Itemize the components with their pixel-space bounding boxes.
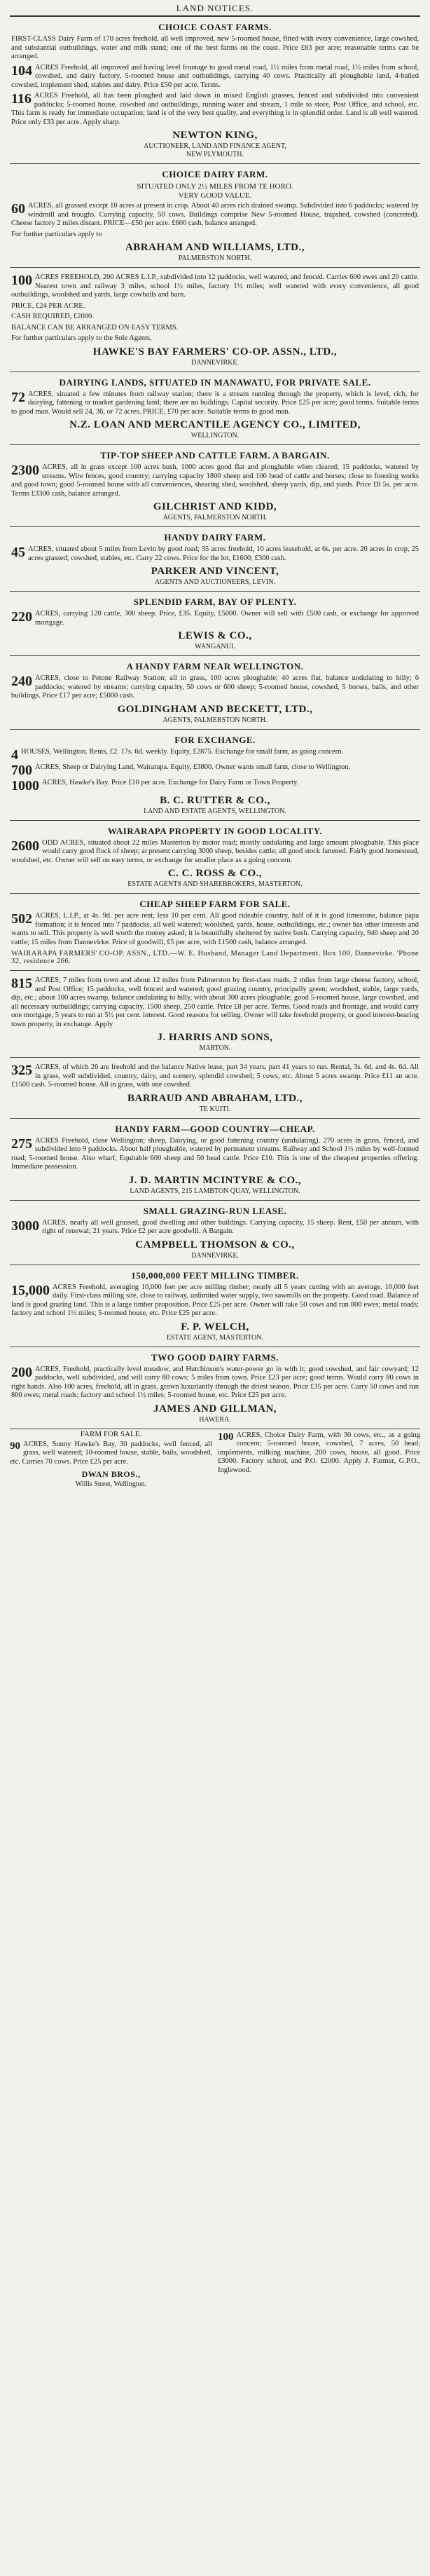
ad-heading: CHEAP SHEEP FARM FOR SALE. <box>139 899 291 909</box>
ad-paragraph-text: ACRES, all in grass except 100 acres bush, 1000 acres good flat and ploughable when cleared; 15 paddocks, watered by streams. Wire fences, good country; carrying capacity 1800 sheep and 100 head of cattle and horses; close to freezing works and good town; good 5-roomed house with all conveniences, shearing shed, woolshed, sheep yards, dip, and yards. Price £8 5s. per acre. Terms £3300 cash, balance arranged. <box>11 463 419 498</box>
land-ad <box>10 1265 420 1347</box>
ad-acreage-lead: 15,000 <box>11 1282 50 1298</box>
masthead: LAND NOTICES. <box>10 3 420 17</box>
ad-heading: SMALL GRAZING-RUN LEASE. <box>143 1205 287 1216</box>
ad-acreage-lead: 1000 <box>11 777 39 793</box>
ad-acreage-lead: 100 <box>11 273 32 288</box>
ad-paragraph-text: ODD ACRES, situated about 22 miles Masterton by motor road; mostly undulating and large amount ploughable. This place would carry good flock of sheep; at present carrying 3000 sheep, besides cattle; all good stock fattened. Fairly good homestead, woolshed, etc. Owner will sell on easy terms, or exchange for smaller place as a going concern. <box>11 838 419 864</box>
land-notices-page <box>10 0 420 1489</box>
footer-ad-right <box>218 1429 420 1490</box>
ad-paragraph-text: ACRES Freehold, all has been ploughed and laid down in mixed English grasses, fenced and subdivided into convenient paddocks; 5-roomed house, cowshed and outbuildings, running water and stream, 1 mile to store, Post Office, and school, etc. This farm is ready for immediate occupation; land is of the very best quality, and everything is in splendid order. Land is all well watered. Price only £33 per acre. Apply sharp. <box>11 92 419 126</box>
ad-agent-address: DANNEVIRKE. <box>190 358 240 367</box>
footer-left-agent: DWAN BROS., <box>81 1469 141 1479</box>
ad-paragraph <box>11 302 419 311</box>
ad-heading: CHOICE COAST FARMS. <box>158 22 272 32</box>
ad-acreage-lead: 4 <box>11 747 18 763</box>
land-ad <box>10 894 420 971</box>
ad-acreage-lead: 60 <box>11 201 25 217</box>
ad-agent-name: N.Z. LOAN AND MERCANTILE AGENCY CO., LIMITED, <box>69 419 361 430</box>
ad-agent-address: NEW PLYMOUTH. <box>186 151 244 158</box>
footer-left-agent-line: Willis Street, Wellington. <box>75 1480 147 1488</box>
ad-paragraph-text: ACRES Freehold, all improved and having level frontage to good metal road, 1½ miles from metal road, 1½ miles from school, cowshed, and dairy factory, 5-roomed house and outbuildings, carrying 40 cows. Practically all ploughable land, 4-bailed cowshed, implement shed, stables and dairy. Price £50 per acre. Terms. <box>11 63 419 89</box>
ad-paragraph <box>11 976 419 1029</box>
ad-acreage-lead: 815 <box>11 976 32 991</box>
ad-acreage-lead: 220 <box>11 609 32 625</box>
ad-agent-address: HAWERA. <box>199 1415 231 1424</box>
ad-paragraph <box>11 273 419 300</box>
footer-right-text: ACRES, Choice Dairy Farm, with 30 cows, etc., as a going concern; 5-roomed house, cowshed, 7 acres, 50 head; implements, milking machine, 200 cows, house, all good. Price £3000. Factory school, and P.O. £2000. Apply J. Farmer, G.P.O., Inglewood. <box>218 1431 420 1474</box>
land-ad <box>10 1119 420 1201</box>
ad-paragraph-text: ACRES, all grassed except 10 acres at present in crop. About 40 acres rich drained swamp. Subdivided into 6 paddocks; watered by windmill and troughs. Carrying capacity, 50 cows. Buildings comprise New 5-roomed House, trapshed, cowshed (concreted). Cheese factory 2 miles distant. PRICE—£50 per acre. £600 cash, balance arranged. <box>11 202 419 227</box>
ad-paragraph <box>11 748 419 761</box>
ad-acreage-lead: 275 <box>11 1136 32 1152</box>
ad-paragraph-text: ACRES, 7 miles from town and about 12 miles from Palmerston by first-class roads, 2 miles from large cheese factory, school, and Post Office; 15 paddocks, well fenced and watered; good grazing country, principally green; woolshed, stable, large yards, dip, etc.; about 100 acres swamp, balance undulating to hilly, with about 300 acres ploughable; good 5-roomed house, large cowshed, and all necessary outbuildings; carrying capacity, 1500 sheep, 250 cattle. Price £8 per acre. Terms. Good roads and frontage, and would carry one mortgage, 5 years to run at 5½ per cent. interest. Good reasons for selling. Owner will take freehold property, or good interest-bearing town property, in exchange. Apply <box>11 976 419 1028</box>
ad-heading: CHOICE DAIRY FARM. <box>162 169 268 179</box>
ad-paragraph-text: BALANCE CAN BE ARRANGED ON EASY TERMS. <box>11 323 179 332</box>
ad-agent-name: NEWTON KING, <box>172 130 258 141</box>
ad-paragraph <box>11 92 419 127</box>
footer-left-lead: 90 <box>10 1440 20 1452</box>
ad-agent-name: B. C. RUTTER & CO., <box>160 794 270 806</box>
ad-agent-address: TE KUITI. <box>199 1105 231 1113</box>
ad-paragraph-text: ACRES Freehold, averaging 10,000 feet per acre milling timber; nearly all 5 years cutting with an average, 10,000 feet daily. First-class milling site, close to railway, unlimited water supply, two sawmills on the property. Good road. Balance of land is good grazing land. This is a large timber proposition. Price £25 per acre. Owner will take 50 cows and run 800 ewes; metal roads; factory and school 1½ miles; 5-roomed house, etc. Price £25 per acre. <box>11 1283 419 1317</box>
ad-acreage-lead: 502 <box>11 911 32 927</box>
ad-agent-address: LAND AND ESTATE AGENTS, WELLINGTON. <box>144 807 286 815</box>
ad-paragraph-text: CASH REQUIRED, £2000. <box>11 313 94 320</box>
footer-right-lead: 100 <box>218 1431 234 1443</box>
ad-acreage-lead: 2600 <box>11 838 39 854</box>
ad-paragraph <box>11 64 419 90</box>
ad-paragraph-text: PRICE, £24 PER ACRE. <box>11 301 85 310</box>
ad-agent-address: PALMERSTON NORTH. <box>178 254 252 262</box>
ad-paragraph <box>11 202 419 229</box>
ad-heading: 150,000,000 FEET MILLING TIMBER. <box>131 1269 299 1281</box>
footer-left-text: ACRES, Sunny Hawke's Bay, 30 paddocks, well fenced, all grass, well watered; 10-roomed house, stable, bails, woodshed, etc. Carries 70 cows. Price £25 per acre. <box>10 1440 212 1466</box>
ad-agent-address: AUCTIONEER, LAND AND FINANCE AGENT, <box>144 142 286 150</box>
ad-paragraph-text: ACRES, Sheep or Dairying Land, Wairarapa. Equity, £3800. Owner wants small farm, close to Wellington. <box>35 763 351 771</box>
ad-paragraph <box>11 912 419 947</box>
land-ad <box>10 1058 420 1119</box>
land-ad <box>10 821 420 894</box>
ad-acreage-lead: 700 <box>11 762 32 778</box>
ad-agent-address: WELLINGTON. <box>190 432 240 439</box>
ad-heading: HANDY DAIRY FARM. <box>164 532 266 543</box>
ad-agent-address: AGENTS, PALMERSTON NORTH. <box>162 716 268 724</box>
land-ad <box>10 971 420 1058</box>
ad-paragraph <box>11 763 419 777</box>
ad-agent-name: BARRAUD AND ABRAHAM, LTD., <box>127 1092 303 1104</box>
ad-agent-address: AGENTS, PALMERSTON NORTH. <box>162 514 268 522</box>
ad-agent-address: MARTON. <box>199 1044 231 1052</box>
ad-heading: SPLENDID FARM, BAY OF PLENTY. <box>133 597 297 607</box>
ad-paragraph-text: ACRES, situated about 5 miles from Levin by good road; 35 acres freehold, 10 acres leasehold, at 6s. per acre. 20 acres in crop, 25 acres grassed; cowshed, stables, etc. Carry 22 cows. Price for the lot, £1600; £300 cash. <box>28 545 419 562</box>
ad-agent-name: J. D. MARTIN MCINTYRE & CO., <box>128 1174 302 1186</box>
ad-paragraph <box>11 35 419 62</box>
ad-paragraph-text: For further particulars apply to <box>11 230 102 238</box>
land-ad <box>10 268 420 372</box>
ad-agent-address: AGENTS AND AUCTIONEERS, LEVIN. <box>155 578 275 586</box>
ad-acreage-lead: 72 <box>11 389 25 405</box>
ad-paragraph-text: ACRES, carrying 120 cattle, 300 sheep. Price, £35. Equity, £5000. Owner will sell with £500 cash, or exchange for approved mortgage. <box>35 610 419 627</box>
ad-paragraph <box>11 545 419 563</box>
footer-left-para <box>10 1440 212 1467</box>
ad-heading: FOR EXCHANGE. <box>174 734 256 745</box>
ad-acreage-lead: 45 <box>11 545 25 560</box>
ad-paragraph <box>11 1137 419 1172</box>
ad-acreage-lead: 104 <box>11 62 32 79</box>
ad-paragraph <box>11 1365 419 1401</box>
ad-paragraph <box>11 463 419 498</box>
ad-heading: TIP-TOP SHEEP AND CATTLE FARM. A BARGAIN. <box>100 450 330 461</box>
land-ad <box>10 445 420 527</box>
footer-left-heading: FARM FOR SALE. <box>80 1429 142 1438</box>
ad-paragraph <box>11 839 419 866</box>
ad-agent-name: LEWIS & CO., <box>178 630 252 641</box>
ad-acreage-lead: 200 <box>11 1364 32 1380</box>
ad-agent-name: C. C. ROSS & CO., <box>167 868 263 879</box>
ad-paragraph-text: ACRES, nearly all well grassed, good dwelling and other buildings. Carrying capacity, 15 sheep. Rent, £50 per annum, with right of renewal; 21 years. Price £2 per acre goodwill. A Bargain. <box>42 1218 419 1235</box>
land-ad <box>10 372 420 446</box>
ad-heading: A HANDY FARM NEAR WELLINGTON. <box>126 661 304 672</box>
ad-acreage-lead: 240 <box>11 674 32 689</box>
ad-paragraph <box>11 1283 419 1318</box>
ad-paragraph <box>11 334 419 343</box>
ad-agent-name: ABRAHAM AND WILLIAMS, LTD., <box>125 242 305 253</box>
ad-paragraph-text: ACRES, close to Petone Railway Station; all in grass, 100 acres ploughable; 40 acres flat, balance undulating to hilly; 6 paddocks; watered by streams; carrying capacity, 50 cows or 600 sheep; 5-roomed house, cowshed, 5 horses, bails, and other buildings. Price £17 per acre; £5000 cash. <box>11 674 419 700</box>
ad-agent-name: J. HARRIS AND SONS, <box>157 1032 273 1043</box>
land-ad <box>10 17 420 164</box>
ad-paragraph <box>11 1219 419 1236</box>
ad-acreage-lead: 3000 <box>11 1218 39 1234</box>
ad-agent-name: WAIRARAPA FARMERS' CO-OP. ASSN., LTD.—W. E. Husband, Manager Land Department. Box 100, Dannevirke. 'Phone 32, residence 266. <box>11 950 419 965</box>
land-ad <box>10 656 420 730</box>
ad-acreage-lead: 2300 <box>11 463 39 478</box>
ad-acreage-lead: 325 <box>11 1063 32 1078</box>
ad-agent-address: ESTATE AGENT, MASTERTON. <box>166 1333 264 1342</box>
ad-heading: WAIRARAPA PROPERTY IN GOOD LOCALITY. <box>107 825 323 836</box>
ad-agent-name: PARKER AND VINCENT, <box>151 566 279 577</box>
ad-paragraph-text: ACRES, situated a few minutes from railway station; there is a stream running through the property, which is level, rich, for dairying, fattening or market gardening land; there are no buildings. Capital security. Price £25 per acre; good terms. Suitable terms to good man. Would sell 24, 36, or 72 acres. PRICE, £70 per acre. Suitable terms to good man. <box>11 390 419 416</box>
ad-agent-address: LAND AGENTS, 215 LAMBTON QUAY, WELLINGTON. <box>130 1187 300 1195</box>
ad-paragraph <box>11 1063 419 1090</box>
ad-paragraph-text: ACRES FREEHOLD, 200 ACRES L.I.P., subdivided into 12 paddocks, well watered, and fenced. Carries 600 ewes and 20 cattle. Nearest town and railway 3 miles, school 1½ miles, factory 1½ miles; well watered with every convenience, all good outbuildings, woolshed and yards, large cowbails and barn. <box>11 273 419 299</box>
ad-subheading: SITUATED ONLY 2½ MILES FROM TE HORO. <box>137 182 293 191</box>
ad-paragraph-text: For further particulars apply to the Sole Agents, <box>11 334 152 342</box>
footer-ad-left <box>10 1429 212 1490</box>
ad-paragraph <box>11 390 419 417</box>
ad-subheading: VERY GOOD VALUE. <box>178 191 252 200</box>
ad-agent-name: F. P. WELCH, <box>181 1321 249 1333</box>
land-ad <box>10 592 420 656</box>
ad-paragraph <box>11 674 419 701</box>
ad-heading: TWO GOOD DAIRY FARMS. <box>151 1351 279 1363</box>
ad-paragraph-text: ACRES, Hawke's Bay. Price £10 per acre. Exchange for Dairy Farm or Town Property. <box>42 778 299 786</box>
ad-paragraph-text: ACRES Freehold, close Wellington; sheep, Dairying, or good fattening country (undulating). 270 acres in grass, fenced, and subdivided into 9 paddocks. About half ploughable, watered by permanent streams. Railway and School 1½ miles by well-formed road; 5-roomed house. Also wharf, Equitable 600 sheep and 50 head cattle. Price £10. This is one of the cheapest properties offering. Immediate possession. <box>11 1136 419 1171</box>
ad-agent-name: CAMPBELL THOMSON & CO., <box>135 1239 295 1250</box>
ad-paragraph-text: ACRES, of which 26 are freehold and the balance Native lease, part 34 years, part 41 years to run. Rental, 3s. 6d. and 4s. 6d. All in grass, well subdivided, country, dairy, and scenery, splendid cowshed; 5 cows, etc. About 5 acres swamp. Price £11 an acre. £1500 cash. 5-roomed house. All in grass, with one cowshed. <box>11 1063 419 1089</box>
ad-agent-name: GOLDINGHAM AND BECKETT, LTD., <box>117 703 313 715</box>
ads-column <box>10 17 420 1429</box>
ad-agent-name: HAWKE'S BAY FARMERS' CO-OP. ASSN., LTD., <box>92 346 338 357</box>
ad-agent-address: ESTATE AGENTS AND SHAREBROKERS, MASTERTON. <box>127 880 303 888</box>
ad-paragraph-text: ACRES, L.I.P., at 4s. 9d. per acre rent, less 10 per cent. All good rideable country, half of it is good limestone, balance papa formation; it is fenced into 7 paddocks, all well watered; woolshed, yards, house, outbuildings, etc.; owner has other interests and wants to sell. This property is well worth the money asked; it is beautifully sheltered by native bush. Carrying capacity, 940 sheep and 20 cattle; 15 miles from Dannevirke. Price of goodwill, £5 per acre, with £1500 cash, balance arranged. <box>11 912 419 946</box>
ad-heading: HANDY FARM—GOOD COUNTRY—CHEAP. <box>115 1123 315 1134</box>
ad-agent-address: WANGANUI. <box>195 643 235 650</box>
ad-paragraph <box>11 324 419 333</box>
ad-paragraph <box>11 610 419 627</box>
ad-paragraph <box>11 313 419 322</box>
ad-acreage-lead: 116 <box>11 91 32 107</box>
land-ad <box>10 1347 420 1429</box>
ad-paragraph <box>11 231 419 240</box>
ad-paragraph-text: ACRES, Freehold, practically level meadow, and Hutchinson's water-power go in with it; good cowshed, and fair cowyard; 12 paddocks, well subdivided, and will carry 80 cows; 5 miles from town. Price £23 per acre; good terms. Would carry 80 cows in right hands. Also 100 acres, freehold, all in grass, grown luxuriantly through the driest season. Price £35 per acre. Carry 50 cows and run 800 ewes; metal roads; factory and school 1½ miles; 5-roomed house, etc. Price £25 per acre. <box>11 1365 419 1399</box>
ad-agent-address: DANNEVIRKE. <box>190 1251 240 1260</box>
ad-agent-name: GILCHRIST AND KIDD, <box>153 501 277 512</box>
footer-ads <box>10 1429 420 1490</box>
footer-right-para <box>218 1431 420 1476</box>
land-ad <box>10 527 420 592</box>
land-ad <box>10 164 420 268</box>
land-ad <box>10 1201 420 1265</box>
land-ad <box>10 730 420 821</box>
ad-paragraph-text: HOUSES, Wellington. Rents, £2. 17s. 6d. weekly. Equity, £2875. Exchange for small farm, as going concern. <box>21 747 344 756</box>
ad-heading: DAIRYING LANDS, SITUATED IN MANAWATU, FOR PRIVATE SALE. <box>59 376 371 388</box>
ad-agent-name: JAMES AND GILLMAN, <box>153 1403 277 1415</box>
ad-paragraph-text: FIRST-CLASS Dairy Farm of 170 acres freehold, all well improved, new 5-roomed house, fitted with every convenience, large cowshed, and substantial outbuildings, water and milk stand; one of the best farms on the coast. Price £83 per acre; reasonable terms can be arranged. <box>11 35 419 60</box>
ad-paragraph <box>11 779 419 792</box>
